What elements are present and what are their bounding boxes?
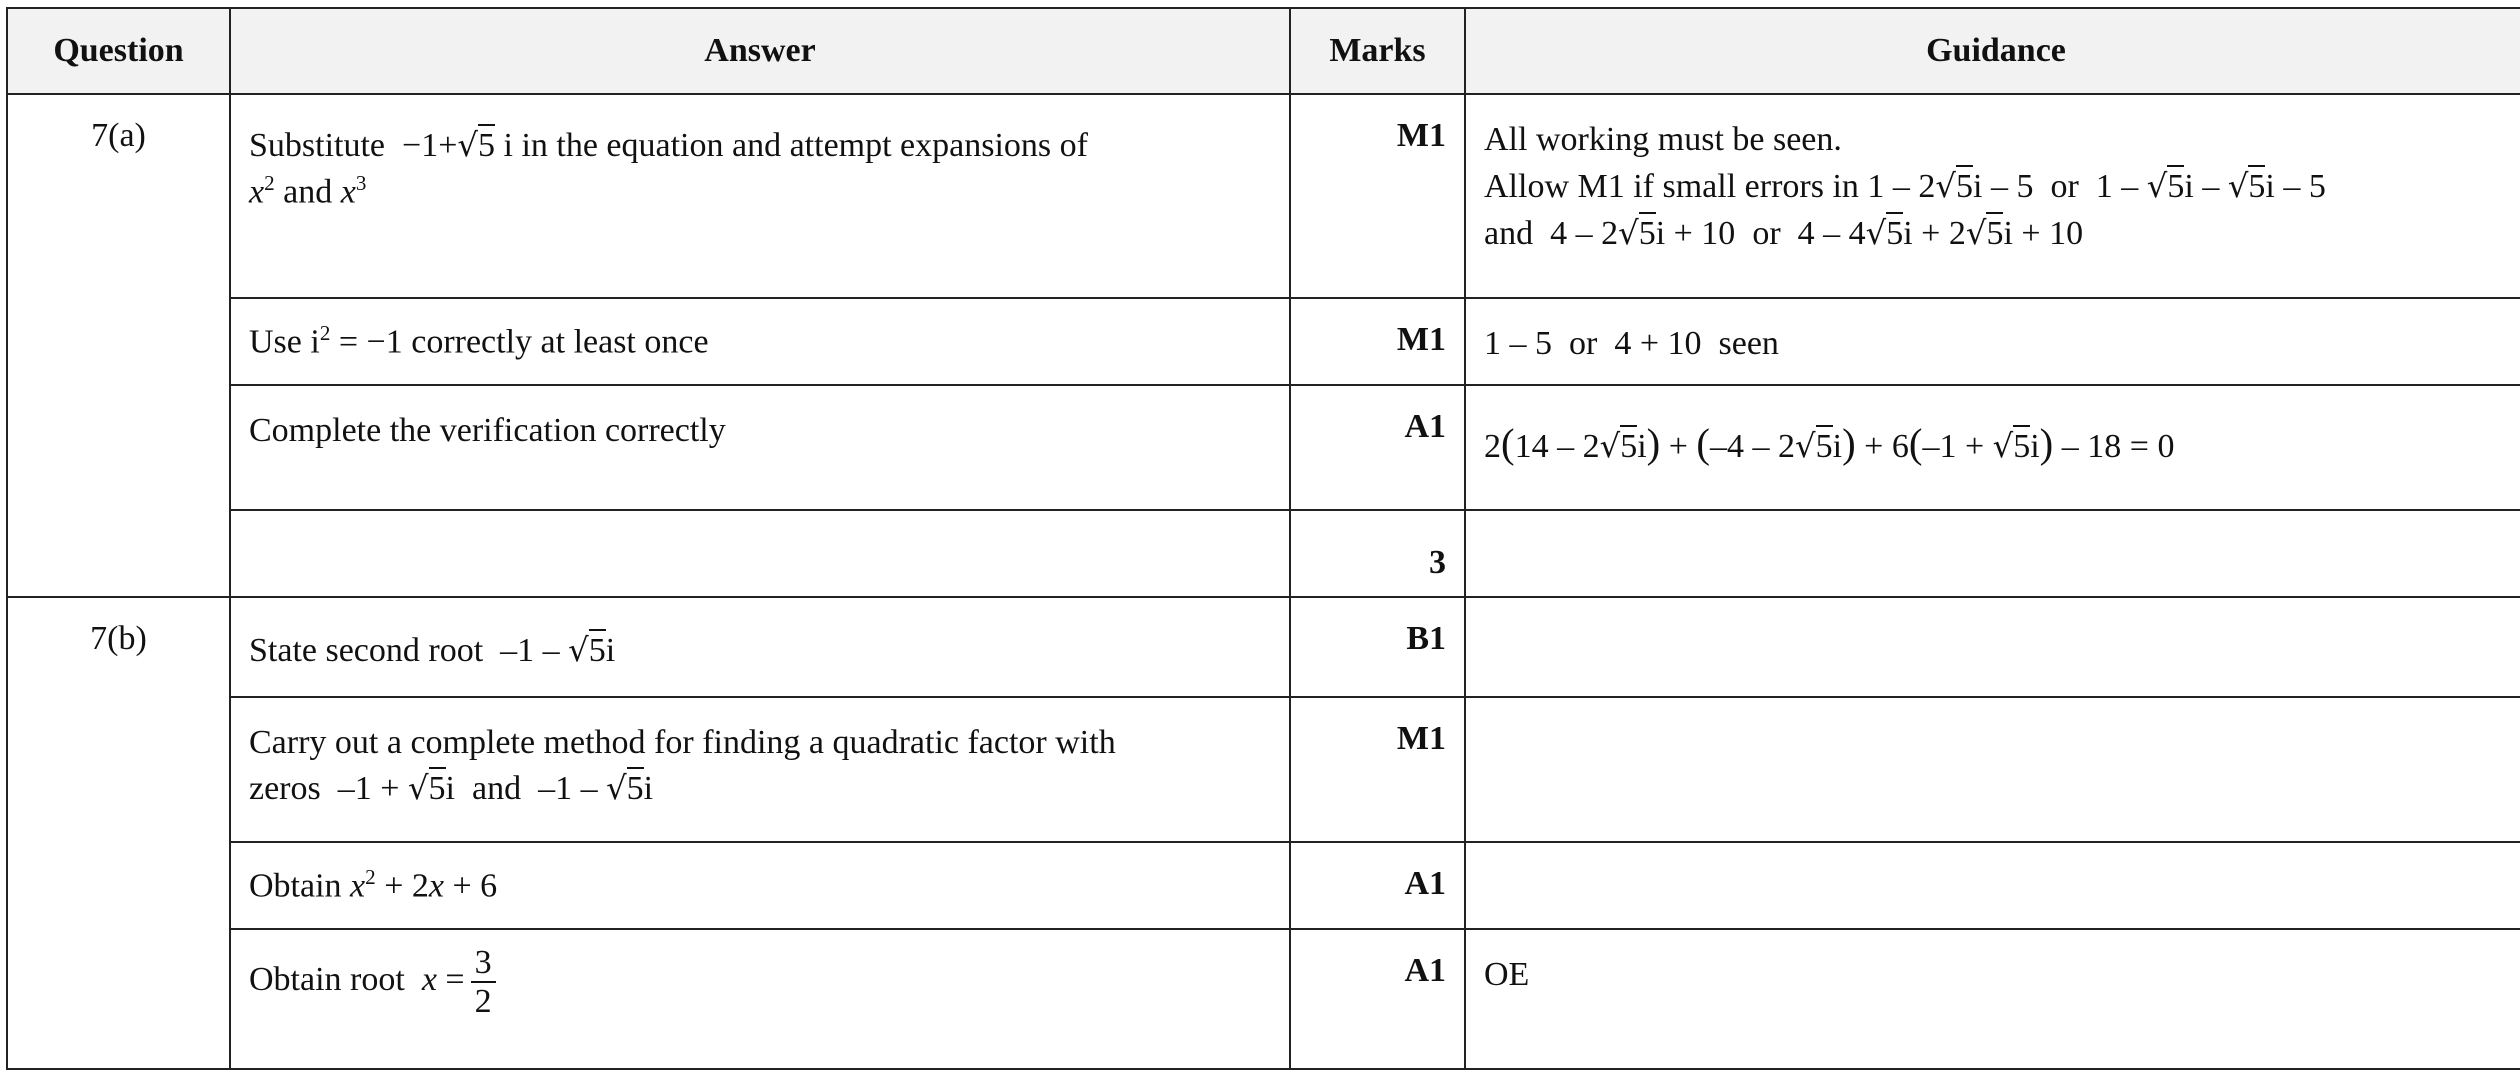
guidance-cell: 1 – 5 or 4 + 10 seen xyxy=(1465,298,2520,385)
table-row xyxy=(7,94,2520,298)
header-marks: Marks xyxy=(1290,8,1465,94)
guidance-cell: OE xyxy=(1465,929,2520,1069)
guidance-cell xyxy=(1465,842,2520,929)
mark-cell: A1 xyxy=(1290,842,1465,929)
table-row xyxy=(7,298,2520,385)
answer-cell: Obtain $x^2 + 2x + 6$ xyxy=(230,842,1290,929)
mark-cell: B1 xyxy=(1290,597,1465,697)
mark-scheme-table xyxy=(6,7,2520,1070)
guidance-cell xyxy=(1465,597,2520,697)
total-marks: 3 xyxy=(1290,510,1465,597)
answer-cell xyxy=(230,510,1290,597)
guidance-cell: All working must be seen. Allow M1 if small errors in 1 – 2√5i – 5 or 1 – √5i – √5i – 5 and 4 – 2√5i + 10 or 4 – 4√5i + 2√5i + 10 xyxy=(1465,94,2520,298)
guidance-cell xyxy=(1465,510,2520,597)
table-row xyxy=(7,697,2520,842)
question-label-7b: 7(b) xyxy=(7,597,230,1069)
answer-cell: Complete the verification correctly xyxy=(230,385,1290,510)
table-row xyxy=(7,842,2520,929)
table-row xyxy=(7,385,2520,510)
header-answer: Answer xyxy=(230,8,1290,94)
header-question: Question xyxy=(7,8,230,94)
mark-cell: M1 xyxy=(1290,697,1465,842)
guidance-cell xyxy=(1465,697,2520,842)
answer-cell: State second root –1 – √5i xyxy=(230,597,1290,697)
answer-cell: Obtain root x = $\frac{3}{2}$ xyxy=(230,929,1290,1069)
answer-cell: Use $i^2 = -1$ correctly at least once xyxy=(230,298,1290,385)
table-row xyxy=(7,597,2520,697)
guidance-cell: 2(14 – 2√5i) + (–4 – 2√5i) + 6(–1 + √5i) – 18 = 0 xyxy=(1465,385,2520,510)
fraction: $\frac{3}{2}$ xyxy=(471,944,496,1021)
mark-cell: A1 xyxy=(1290,929,1465,1069)
mark-cell: A1 xyxy=(1290,385,1465,510)
mark-cell: M1 xyxy=(1290,298,1465,385)
answer-cell: Substitute −1+√5 i in the equation and attempt expansions of $x^2$ and $x^3$ xyxy=(230,94,1290,298)
question-label-7a: 7(a) xyxy=(7,94,230,597)
header-guidance: Guidance xyxy=(1465,8,2520,94)
table-row xyxy=(7,929,2520,1069)
answer-cell: Carry out a complete method for finding a quadratic factor with zeros –1 + √5i and –1 – √5i xyxy=(230,697,1290,842)
table-row xyxy=(7,510,2520,597)
header-row xyxy=(7,8,2520,94)
mark-cell: M1 xyxy=(1290,94,1465,298)
